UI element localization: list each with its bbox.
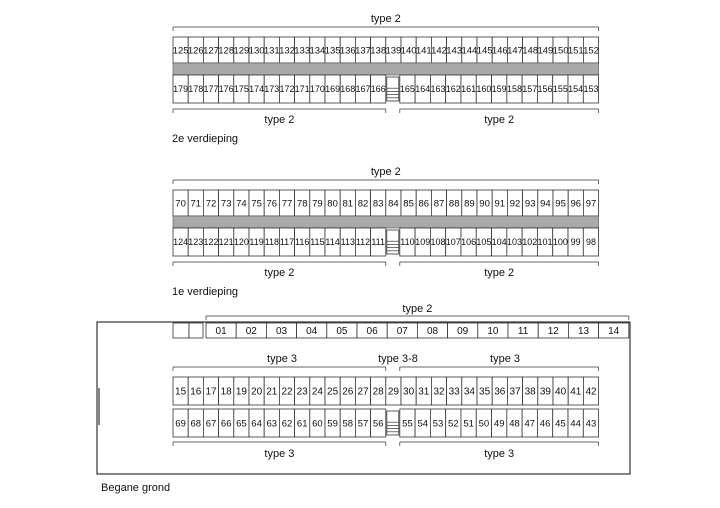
floor-1-top-unit-label-78: 78 [296, 198, 308, 210]
floor-2-row2-unit-label-23: 23 [296, 386, 308, 398]
floor-2-row2-unit-label-21: 21 [266, 386, 278, 398]
floor-1-top-unit-label-79: 79 [312, 198, 323, 210]
floor-0-top-unit-label-126: 126 [187, 45, 204, 57]
floor-2-row3-right-unit-label-49: 49 [493, 418, 505, 430]
floor-1-bottom-right-unit-label-109: 109 [415, 237, 431, 248]
floor-1-bottom-right-unit-label-101: 101 [537, 237, 553, 248]
floor-0-bottom-left-unit-label-171: 171 [294, 84, 310, 95]
floor-2-row2-unit-label-41: 41 [570, 386, 582, 398]
floor-0-bottom-right-unit-label-159: 159 [491, 84, 507, 95]
floor-2-row3-left-unit-label-58: 58 [342, 418, 354, 430]
floor-0-bottom-left-type-label: type 2 [264, 114, 295, 126]
floor-2-row3-right-unit-label-50: 50 [478, 418, 490, 430]
floor-0-top-unit-label-142: 142 [431, 45, 447, 57]
floor-0-bottom-left-unit-label-175: 175 [233, 84, 249, 95]
floor-1-top-unit-label-74: 74 [236, 198, 247, 210]
floor-1-top-unit-label-97: 97 [585, 198, 597, 210]
floor-2-bottom-left-type-label: type 3 [264, 448, 295, 460]
floor-1-top-unit-label-73: 73 [220, 198, 232, 210]
floor-2-mid-left-type-label: type 3 [267, 353, 297, 365]
floor-2-row3-left-unit-label-63: 63 [266, 418, 278, 430]
floor-0-bottom-left-unit-label-170: 170 [309, 84, 325, 95]
floor-2-row2-unit-label-39: 39 [539, 386, 551, 398]
floor-0-bottom-left-unit-label-168: 168 [340, 84, 356, 95]
floor-0-bottom-left-unit-label-176: 176 [218, 84, 234, 95]
floor-0-top-unit-label-137: 137 [355, 45, 371, 57]
floor-2-row3-left-unit-label-67: 67 [205, 418, 217, 430]
floor-0-top-unit-label-144: 144 [461, 45, 478, 57]
floor-1-bottom-right-unit-label-99: 99 [570, 237, 581, 248]
floor-0-bottom-right-unit-label-161: 161 [461, 84, 477, 95]
floor-2-row3-right-unit-label-45: 45 [555, 418, 566, 430]
floor-2-row3-left-unit-label-66: 66 [220, 418, 232, 430]
floor-2-row3-right-unit-label-47: 47 [524, 418, 536, 430]
floor-2-row2-unit-label-27: 27 [357, 386, 369, 398]
floor-0-top-unit-label-143: 143 [446, 45, 463, 57]
floor-2-row1-unit-label-03: 03 [275, 326, 288, 338]
floor-1-bottom-right-unit-label-105: 105 [476, 237, 492, 248]
floor-0-bottom-left-unit-label-179: 179 [173, 84, 189, 95]
floor-2-row1-unit-label-09: 09 [457, 326, 469, 338]
floor-1-top-unit-label-84: 84 [388, 198, 399, 210]
floor-2-row2-unit-label-15: 15 [175, 386, 187, 398]
floor-1-top-unit-label-96: 96 [570, 198, 582, 210]
floor-1-bottom-left-unit-label-112: 112 [355, 237, 371, 248]
floor-0-top-type-label: type 2 [370, 13, 401, 25]
floor-0-top-unit-label-138: 138 [370, 45, 387, 57]
floor-1-bottom-right-unit-label-110: 110 [400, 237, 415, 248]
floor-1-top-unit-label-76: 76 [266, 198, 278, 210]
floor-1-top-unit-label-83: 83 [372, 198, 384, 210]
floor-2-row2-unit-label-35: 35 [479, 386, 491, 398]
floor-2-row3-left-unit-label-64: 64 [251, 418, 262, 430]
floor-1-bottom-right-unit-label-106: 106 [461, 237, 477, 248]
floor-2-row3-right-unit-label-46: 46 [539, 418, 551, 430]
floor-2-bottom-right-type-label: type 3 [484, 448, 515, 460]
floor-1-top-unit-label-88: 88 [448, 198, 460, 210]
floor-1-top-unit-label-82: 82 [357, 198, 369, 210]
floor-2-row3-left-unit-label-59: 59 [327, 418, 338, 430]
floor-1-bottom-right-unit-label-104: 104 [491, 237, 507, 248]
floor-0-top-unit-label-132: 132 [279, 45, 295, 57]
floor-0-top-unit-label-152: 152 [583, 45, 599, 57]
floor-2-row1-unit-label-02: 02 [245, 326, 257, 338]
floor-0-bottom-right-unit-label-160: 160 [476, 84, 492, 95]
floor-0-bottom-right-unit-label-154: 154 [568, 84, 584, 95]
floor-0-bottom-left-unit-label-166: 166 [370, 84, 386, 95]
floor-2-row3-left-unit-label-57: 57 [357, 418, 369, 430]
floor-1-stairwell [387, 230, 399, 254]
floor-2-row1-unit-label-07: 07 [396, 326, 408, 338]
floor-0-bottom-left-unit-label-172: 172 [279, 84, 295, 95]
floor-1-top-unit-label-77: 77 [281, 198, 293, 210]
floor-2-row1-unit-label-05: 05 [336, 326, 348, 338]
floor-1-bottom-left-unit-label-118: 118 [264, 237, 279, 248]
floor-0-bottom-right-unit-label-164: 164 [415, 84, 431, 95]
floor-1-bottom-left-unit-label-124: 124 [173, 237, 189, 248]
floor-2-row2-unit-label-26: 26 [342, 386, 354, 398]
floor-0-top-unit-label-145: 145 [476, 45, 493, 57]
floor-1-top-unit-label-93: 93 [524, 198, 536, 210]
floor-2-row3-right-unit-label-55: 55 [402, 418, 413, 430]
floor-2-row3-left-unit-label-62: 62 [281, 418, 293, 430]
floor-0-top-unit-label-140: 140 [400, 45, 417, 57]
floor-2-row2-unit-label-31: 31 [418, 386, 430, 398]
floor-1-bottom-left-unit-label-113: 113 [340, 237, 355, 248]
floor-0-bottom-right-unit-label-153: 153 [583, 84, 599, 95]
floor-0-bottom-right-type-label: type 2 [484, 114, 515, 126]
floor-1-bottom-left-unit-label-119: 119 [249, 237, 264, 248]
floor-2-row1-unit-label-01: 01 [215, 326, 227, 338]
floor-0-floor-name: 2e verdieping [172, 133, 239, 145]
floor-0-top-unit-label-141: 141 [415, 45, 432, 57]
floor-0-top-unit-label-148: 148 [522, 45, 539, 57]
floor-1-corridor [173, 216, 599, 228]
floor-1-top-unit-label-72: 72 [205, 198, 217, 210]
floor-2-mid-right-type-label: type 3 [490, 353, 520, 365]
floor-1-bottom-right-unit-label-107: 107 [445, 237, 461, 248]
floor-1-top-unit-label-95: 95 [555, 198, 566, 210]
floor-2-row1-unit-label-11: 11 [517, 326, 529, 338]
floor-1-top-unit-label-81: 81 [342, 198, 354, 210]
floor-0-top-unit-label-127: 127 [203, 45, 219, 57]
floor-0-bottom-right-unit-label-158: 158 [506, 84, 523, 95]
floor-2-stairwell [387, 411, 399, 435]
floor-1-bottom-right-type-label: type 2 [484, 267, 515, 279]
floor-1-bottom-left-unit-label-121: 121 [218, 237, 234, 248]
floor-2-row1-unit-label-12: 12 [547, 326, 559, 338]
floor-1-top-unit-label-89: 89 [464, 198, 475, 210]
floor-1-bottom-left-unit-label-111: 111 [371, 237, 386, 248]
floor-1-bottom-left-unit-label-123: 123 [188, 237, 204, 248]
floor-0-bottom-left-unit-label-178: 178 [188, 84, 204, 95]
floor-2-row1-unit-label-06: 06 [366, 326, 378, 338]
floor-1-bottom-left-unit-label-122: 122 [203, 237, 219, 248]
floor-0-bottom-left-unit-label-174: 174 [249, 84, 265, 95]
floor-1-bottom-left-unit-label-114: 114 [325, 237, 340, 248]
floor-0-top-unit-label-149: 149 [537, 45, 554, 57]
floor-0-top-unit-label-130: 130 [248, 45, 265, 57]
floor-2-service-room-1 [173, 323, 189, 338]
floor-2-row2-unit-label-24: 24 [311, 386, 323, 398]
floor-2-row2-unit-label-22: 22 [281, 386, 293, 398]
floor-2-row3-left-unit-label-56: 56 [372, 418, 384, 430]
floor-2-row3-right-unit-label-52: 52 [448, 418, 459, 430]
floor-0-bottom-left-unit-label-169: 169 [325, 84, 341, 95]
floor-0-top-unit-label-136: 136 [339, 45, 356, 57]
floor-0-top-unit-label-129: 129 [233, 45, 250, 57]
floor-2-row3-left-unit-label-69: 69 [175, 418, 186, 430]
floor-0-bottom-left-unit-label-177: 177 [203, 84, 219, 95]
floor-0-bottom-left-unit-label-173: 173 [264, 84, 280, 95]
floor-2-row3-left-unit-label-68: 68 [190, 418, 202, 430]
floor-2-mid-center-type-label: type 3-8 [378, 353, 418, 365]
floor-1-bottom-right-unit-label-98: 98 [585, 237, 596, 248]
floor-2-row1-unit-label-08: 08 [426, 326, 439, 338]
floor-2-row2-unit-label-38: 38 [524, 386, 536, 398]
floor-2-row2-unit-label-17: 17 [205, 386, 217, 398]
floor-1-bottom-left-unit-label-117: 117 [279, 237, 295, 248]
floor-2-row3-right-unit-label-44: 44 [570, 418, 581, 430]
floor-0-stairwell [387, 77, 399, 101]
floor-1-top-unit-label-71: 71 [190, 198, 202, 210]
floor-1-top-unit-label-90: 90 [479, 198, 490, 210]
floor-1-floor-name: 1e verdieping [172, 286, 239, 298]
floor-2-row1-unit-label-14: 14 [608, 326, 620, 338]
floor-0-bottom-right-unit-label-163: 163 [430, 84, 446, 95]
floor-2-row3-right-unit-label-51: 51 [463, 418, 474, 430]
floor-1-bottom-right-unit-label-102: 102 [522, 237, 538, 248]
floor-2-row1-unit-label-04: 04 [306, 326, 318, 338]
floor-1-top-unit-label-92: 92 [509, 198, 521, 210]
floor-0-bottom-right-unit-label-156: 156 [537, 84, 553, 95]
floor-2-floor-name: Begane grond [101, 482, 171, 494]
floor-0-top-unit-label-139: 139 [385, 45, 402, 57]
floor-2-row2-unit-label-20: 20 [251, 386, 263, 398]
floor-1-bottom-left-unit-label-116: 116 [295, 237, 310, 248]
floor-1-top-unit-label-70: 70 [175, 198, 186, 210]
floor-2-row3-right-unit-label-48: 48 [509, 418, 520, 430]
floor-1-top-unit-label-91: 91 [494, 198, 506, 210]
floor-1-bottom-left-unit-label-115: 115 [310, 237, 325, 248]
floor-1-top-unit-label-85: 85 [403, 198, 414, 210]
floor-0-top-unit-label-128: 128 [218, 45, 235, 57]
floor-2-row3-left-unit-label-60: 60 [312, 418, 323, 430]
floor-2-row3-right-unit-label-43: 43 [585, 418, 597, 430]
floor-2-row2-unit-label-25: 25 [327, 386, 339, 398]
floor-0-top-unit-label-125: 125 [172, 45, 189, 57]
floor-1-top-unit-label-80: 80 [327, 198, 338, 210]
floor-2-row2-unit-label-30: 30 [403, 386, 415, 398]
floor-1-top-unit-label-87: 87 [433, 198, 445, 210]
floor-0-bottom-right-unit-label-165: 165 [399, 84, 415, 95]
floor-0-top-unit-label-133: 133 [294, 45, 311, 57]
floor-0-top-unit-label-150: 150 [552, 45, 569, 57]
floor-2-row2-unit-label-28: 28 [372, 386, 384, 398]
floor-0-top-unit-label-146: 146 [491, 45, 508, 57]
floor-2-row2-unit-label-29: 29 [387, 386, 399, 398]
floor-0-bottom-right-unit-label-157: 157 [522, 84, 538, 95]
floor-2-row2-unit-label-34: 34 [463, 386, 475, 398]
floor-2-row2-unit-label-37: 37 [509, 386, 521, 398]
floor-2-row2-unit-label-40: 40 [555, 386, 567, 398]
floor-1-bottom-left-type-label: type 2 [264, 267, 295, 279]
floor-2-row2-unit-label-42: 42 [585, 386, 597, 398]
floor-2-row2-unit-label-16: 16 [190, 386, 202, 398]
floor-2-service-room-2 [189, 323, 203, 338]
floor-0-bottom-left-unit-label-167: 167 [355, 84, 371, 95]
floor-1-top-type-label: type 2 [370, 166, 401, 178]
floor-2-row2-unit-label-19: 19 [235, 386, 247, 398]
floor-2-row2-unit-label-32: 32 [433, 386, 445, 398]
floor-0-top-unit-label-131: 131 [263, 45, 280, 57]
floor-1-bottom-right-unit-label-103: 103 [506, 237, 523, 248]
floor-0-top-unit-label-135: 135 [324, 45, 341, 57]
floor-2-row2-unit-label-36: 36 [494, 386, 506, 398]
floor-0-corridor [173, 63, 599, 75]
floor-1-bottom-right-unit-label-100: 100 [552, 237, 568, 248]
floor-2-row1-unit-label-10: 10 [487, 326, 499, 338]
floor-2-row3-right-unit-label-53: 53 [432, 418, 444, 430]
floor-1-top-unit-label-75: 75 [251, 198, 262, 210]
floor-2-top-type-label: type 2 [402, 303, 433, 315]
floor-2-row2-unit-label-18: 18 [220, 386, 232, 398]
floor-1-bottom-left-unit-label-120: 120 [233, 237, 249, 248]
floor-2-row3-right-unit-label-54: 54 [417, 418, 429, 430]
floor-0-top-unit-label-151: 151 [567, 45, 584, 57]
floor-1-top-unit-label-94: 94 [540, 198, 551, 210]
floor-0-top-unit-label-147: 147 [507, 45, 523, 57]
floor-2-row1-unit-label-13: 13 [577, 326, 590, 338]
floor-2-row2-unit-label-33: 33 [448, 386, 460, 398]
floor-1-top-unit-label-86: 86 [418, 198, 430, 210]
floor-0-bottom-right-unit-label-162: 162 [445, 84, 461, 95]
floor-2-row3-left-unit-label-65: 65 [236, 418, 247, 430]
floor-2-row3-left-unit-label-61: 61 [296, 418, 308, 430]
floor-1-bottom-right-unit-label-108: 108 [430, 237, 446, 248]
floor-0-top-unit-label-134: 134 [309, 45, 326, 57]
floor-0-bottom-right-unit-label-155: 155 [552, 84, 568, 95]
